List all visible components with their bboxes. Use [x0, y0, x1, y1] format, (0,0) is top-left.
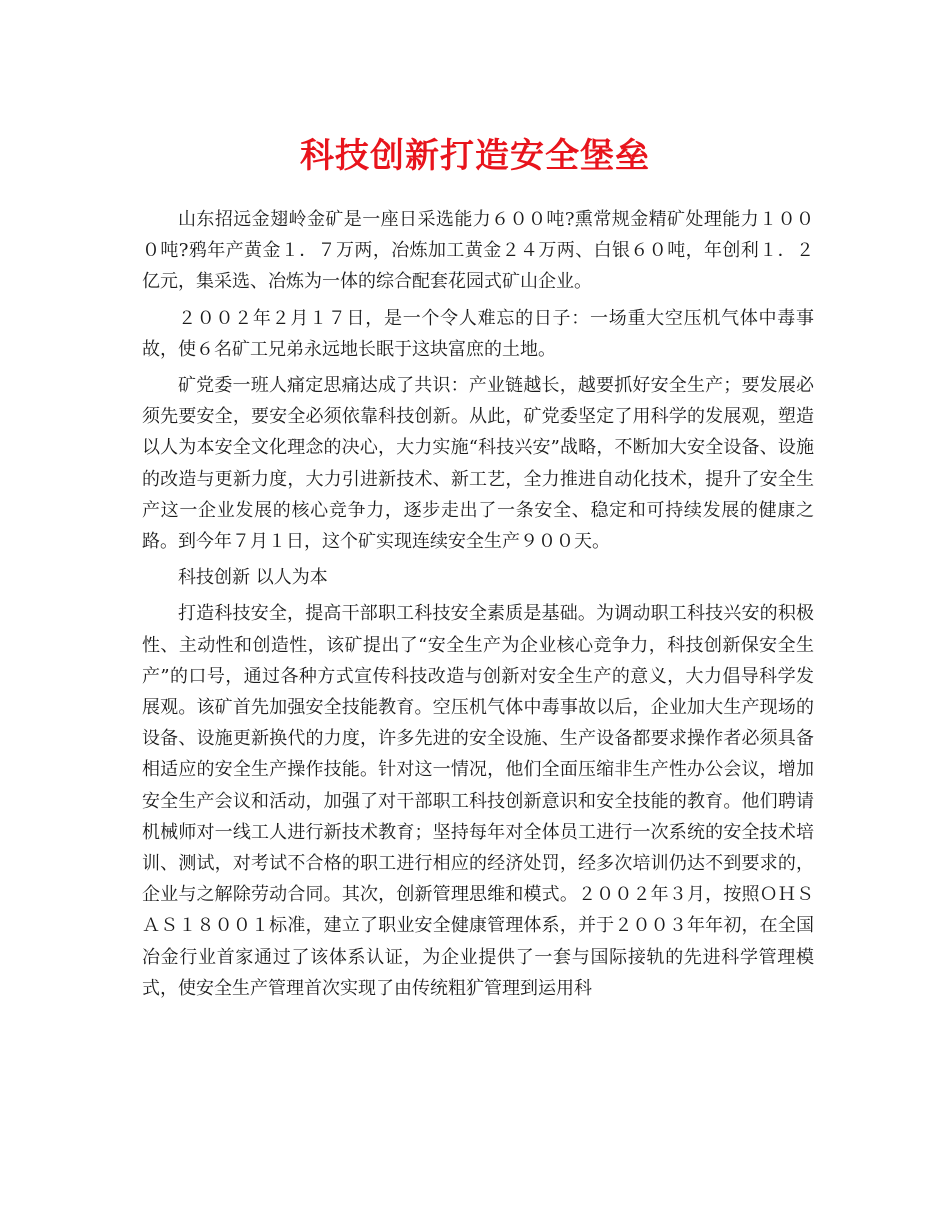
section-heading: 科技创新 以人为本: [178, 567, 328, 589]
paragraph-intro: 山东招远金翅岭金矿是一座日采选能力６００吨?熏常规金精矿处理能力１０００吨?鸦年产黄金１．７万两，冶炼加工黄金２４万两、白银６０吨，年创利１．２亿元，集采选、冶炼为一体的综合配套花园式矿山企业。: [142, 209, 814, 293]
paragraph-training: 打造科技安全，提高干部职工科技安全素质是基础。为调动职工科技兴安的积极性、主动性和创造性，该矿提出了“安全生产为企业核心竞争力，科技创新保安全生产”的口号，通过各种方式宣传科技改造与创新对安全生产的意义，大力倡导科学发展观。该矿首先加强安全技能教育。空压机气体中毒事故以后，企业加大生产现场的设备、设施更新换代的力度，许多先进的安全设施、生产设备都要求操作者必须具备相适应的安全生产操作技能。针对这一情况，他们全面压缩非生产性办公会议，增加安全生产会议和活动，加强了对干部职工科技创新意识和安全技能的教育。他们聘请机械师对一线工人进行新技术教育；坚持每年对全体员工进行一次系统的安全技术培训、测试，对考试不合格的职工进行相应的经济处罚，经多次培训仍达不到要求的，企业与之解除劳动合同。其次，创新管理思维和模式。２００２年３月，按照ＯＨＳＡＳ１８００１标准，建立了职业安全健康管理体系，并于２００３年年初，在全国冶金行业首家通过了该体系认证，为企业提供了一套与国际接轨的先进科学管理模式，使安全生产管理首次实现了由传统粗犷管理到运用科: [142, 603, 814, 999]
document-body: [142, 204, 814, 1009]
paragraph-accident: ２００２年２月１７日，是一个令人难忘的日子：一场重大空压机气体中毒事故，使６名矿工兄弟永远地长眠于这块富庶的土地。: [142, 307, 814, 360]
document-title: 科技创新打造安全堡垒: [300, 136, 650, 176]
paragraph-consensus: 矿党委一班人痛定思痛达成了共识：产业链越长，越要抓好安全生产；要发展必须先要安全，要安全必须依靠科技创新。从此，矿党委坚定了用科学的发展观，塑造以人为本安全文化理念的决心，大力实施“科技兴安”战略，不断加大安全设备、设施的改造与更新力度，大力引进新技术、新工艺，全力推进自动化技术，提升了安全生产这一企业发展的核心竞争力，逐步走出了一条安全、稳定和可持续发展的健康之路。到今年７月１日，这个矿实现连续安全生产９００天。: [142, 375, 814, 553]
